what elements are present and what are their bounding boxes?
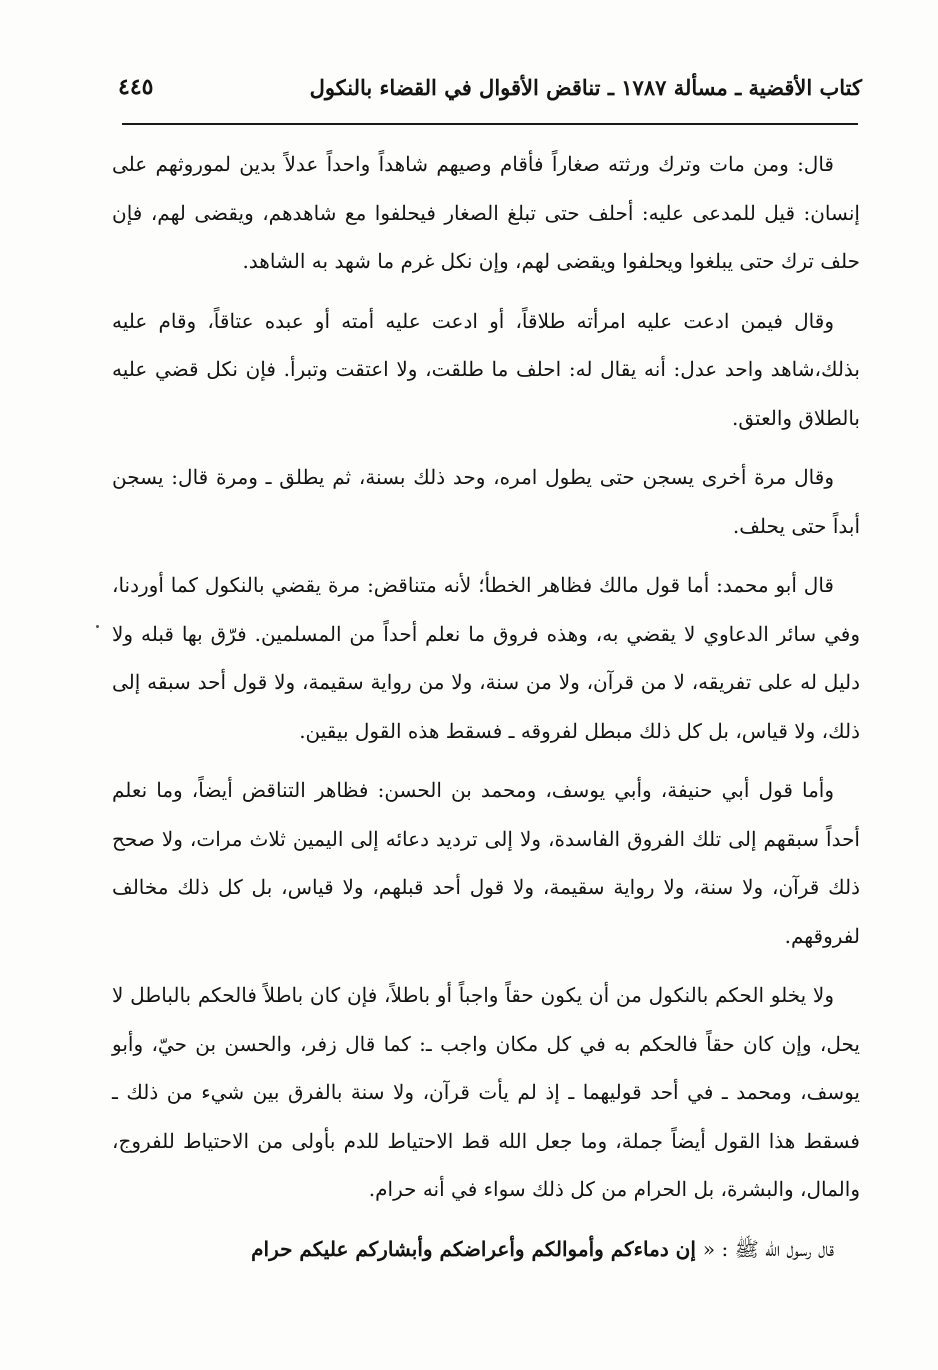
paragraph-1: قال: ومن مات وترك ورثته صغاراً فأقام وصيهم شاهداً واحداً عدلاً بدين لموروثهم على إنسان: قيل للمدعى عليه: أحلف حتى تبلغ الصغار فيحلفوا مع شاهدهم، ويقضى لهم، فإن حلف ترك حتى يبلغوا ويحلفوا ويقضى لهم، وإن نكل غرم ما شهد به الشاهد. (112, 152, 860, 273)
page-number: ٤٤٥ (118, 74, 154, 100)
paragraph-6: ولا يخلو الحكم بالنكول من أن يكون حقاً واجباً أو باطلاً، فإن كان باطلاً فالحكم بالباطل لا يحل، وإن كان حقاً فالحكم به في كل مكان واجب ـ: كما قال زفر، والحسن بن حيّ، وأبو يوسف، ومحمد ـ في أحد قوليهما ـ إذ لم يأت قرآن، ولا سنة بالفرق بين شيء من ذلك ـ فسقط هذا القول أيضاً جملة، وما جعل الله قط الاحتياط للدم بأولى من الاحتياط للفروج، والمال، والبشرة، بل الحرام من كل ذلك سواء في أنه حرام. (112, 983, 860, 1201)
running-header (118, 66, 862, 108)
paragraph-4: قال أبو محمد: أما قول مالك فظاهر الخطأ؛ لأنه متناقض: مرة يقضي بالنكول كما أوردنا، وفي سائر الدعاوي لا يقضي به، وهذه فروق ما نعلم أحداً من المسلمين. فرّق بها قبله ولا دليل له على تفريقه، لا من قرآن، ولا من سنة، ولا من رواية سقيمة، ولا قول أحد سبقه إلى ذلك، ولا قياس، بل كل ذلك مبطل لفروقه ـ فسقط هذه القول بيقين. (112, 573, 860, 743)
paragraph-3: وقال مرة أخرى يسجن حتى يطول امره، وحد ذلك بسنة، ثم يطلق ـ ومرة قال: يسجن أبداً حتى يحلف. (112, 465, 860, 538)
paragraph-5: وأما قول أبي حنيفة، وأبي يوسف، ومحمد بن الحسن: فظاهر التناقض أيضاً، وما نعلم أحداً سبقهم إلى تلك الفروق الفاسدة، ولا إلى ترديد دعائه إلى اليمين ثلاث مرات، ولا صحح ذلك قرآن، ولا سنة، ولا رواية سقيمة، ولا قول أحد قبلهم، ولا قياس، بل كل ذلك مخالف لفروقهم. (112, 778, 860, 948)
scan-speck (96, 625, 99, 628)
paragraph-2: وقال فيمن ادعت عليه امرأته طلاقاً، أو ادعت عليه أمته أو عبده عتاقاً، وقام عليه بذلك،شاهد واحد عدل: أنه يقال له: احلف ما طلقت، ولا اعتقت وتبرأ. فإن نكل قضي عليه بالطلاق والعتق. (112, 308, 860, 430)
header-rule (122, 123, 858, 125)
hadith-line (112, 1225, 860, 1274)
hadith-intro: قال رسول الله ﷺ : « (702, 1236, 834, 1261)
header-title: كتاب الأقضية ـ مسألة ١٧٨٧ ـ تناقض الأقوال في القضاء بالنكول (309, 74, 862, 100)
body-text (112, 140, 860, 1284)
hadith-quote: إن دماءكم وأموالكم وأعراضكم وأبشاركم عليكم حرام (251, 1236, 703, 1261)
